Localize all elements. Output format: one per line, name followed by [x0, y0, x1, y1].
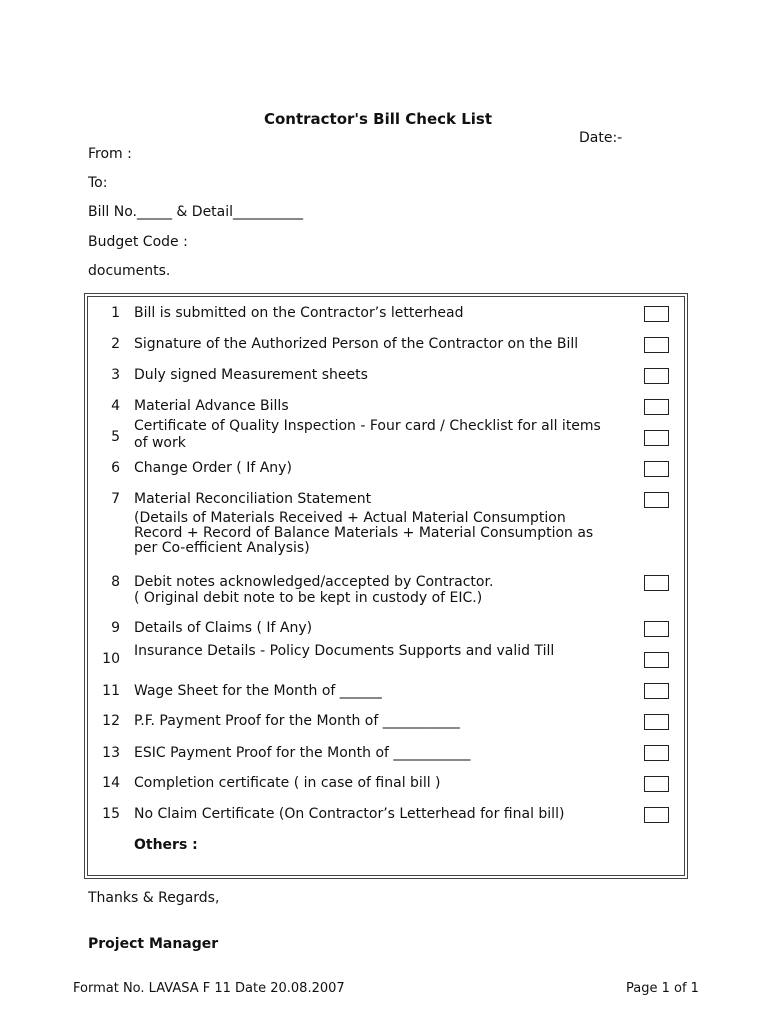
checkbox[interactable]	[644, 306, 669, 322]
item-number: 13	[102, 745, 120, 761]
page-title: Contractor's Bill Check List	[263, 110, 493, 128]
item-text: Details of Claims ( If Any)	[134, 620, 313, 636]
item-number: 10	[102, 651, 120, 667]
budget-code-label: Budget Code :	[88, 234, 188, 250]
item-text: Bill is submitted on the Contractor’s letterhead	[134, 305, 464, 321]
checkbox[interactable]	[644, 745, 669, 761]
item-number: 4	[111, 398, 120, 414]
item-number: 9	[111, 620, 120, 636]
documents-label: documents.	[88, 263, 171, 279]
item-text: Material Advance Bills	[134, 398, 289, 414]
item-number: 14	[102, 775, 120, 791]
item-text: Duly signed Measurement sheets	[134, 367, 368, 383]
thanks-label: Thanks & Regards,	[88, 890, 220, 906]
item-subtext: ( Original debit note to be kept in custody of EIC.)	[134, 590, 483, 606]
item-number: 12	[102, 713, 120, 729]
checkbox[interactable]	[644, 714, 669, 730]
others-label: Others :	[134, 837, 198, 853]
to-label: To:	[88, 175, 108, 191]
signatory-label: Project Manager	[88, 936, 219, 952]
item-text: ESIC Payment Proof for the Month of ___________	[134, 745, 471, 761]
footer-page-number: Page 1 of 1	[626, 981, 699, 996]
item-text: Wage Sheet for the Month of ______	[134, 683, 382, 699]
item-subtext: (Details of Materials Received + Actual Material Consumption	[134, 510, 566, 526]
item-text: No Claim Certificate (On Contractor’s Letterhead for final bill)	[134, 806, 565, 822]
checkbox[interactable]	[644, 776, 669, 792]
item-number: 8	[111, 574, 120, 590]
checkbox[interactable]	[644, 492, 669, 508]
item-text: Completion certificate ( in case of final bill )	[134, 775, 441, 791]
checkbox[interactable]	[644, 399, 669, 415]
bill-label: Bill No._____ & Detail__________	[88, 204, 304, 220]
item-number: 1	[111, 305, 120, 321]
item-number: 15	[102, 806, 120, 822]
item-number: 2	[111, 336, 120, 352]
item-number: 5	[111, 429, 120, 445]
checkbox[interactable]	[644, 337, 669, 353]
checkbox[interactable]	[644, 461, 669, 477]
item-subtext: per Co-efficient Analysis)	[134, 540, 310, 556]
checkbox[interactable]	[644, 652, 669, 668]
item-text: Insurance Details - Policy Documents Supports and valid Till	[134, 643, 555, 659]
date-label: Date:-	[579, 130, 623, 146]
item-text-clipped	[134, 643, 614, 662]
item-text: Signature of the Authorized Person of the Contractor on the Bill	[134, 336, 579, 352]
checkbox[interactable]	[644, 807, 669, 823]
checkbox[interactable]	[644, 683, 669, 699]
item-number: 11	[102, 683, 120, 699]
item-number: 7	[111, 491, 120, 507]
checkbox[interactable]	[644, 575, 669, 591]
item-text-clipped	[134, 418, 614, 451]
item-text: P.F. Payment Proof for the Month of ___________	[134, 713, 460, 729]
item-text: Change Order ( If Any)	[134, 460, 292, 476]
item-number: 3	[111, 367, 120, 383]
from-label: From :	[88, 146, 132, 162]
item-text: Certificate of Quality Inspection - Four card / Checklist for all items of work	[134, 418, 601, 451]
item-number: 6	[111, 460, 120, 476]
footer-format-number: Format No. LAVASA F 11 Date 20.08.2007	[73, 981, 345, 996]
checkbox[interactable]	[644, 368, 669, 384]
item-text: Debit notes acknowledged/accepted by Contractor.	[134, 574, 494, 590]
item-subtext: Record + Record of Balance Materials + Material Consumption as	[134, 525, 594, 541]
checkbox[interactable]	[644, 621, 669, 637]
checkbox[interactable]	[644, 430, 669, 446]
item-text: Material Reconciliation Statement	[134, 491, 372, 507]
